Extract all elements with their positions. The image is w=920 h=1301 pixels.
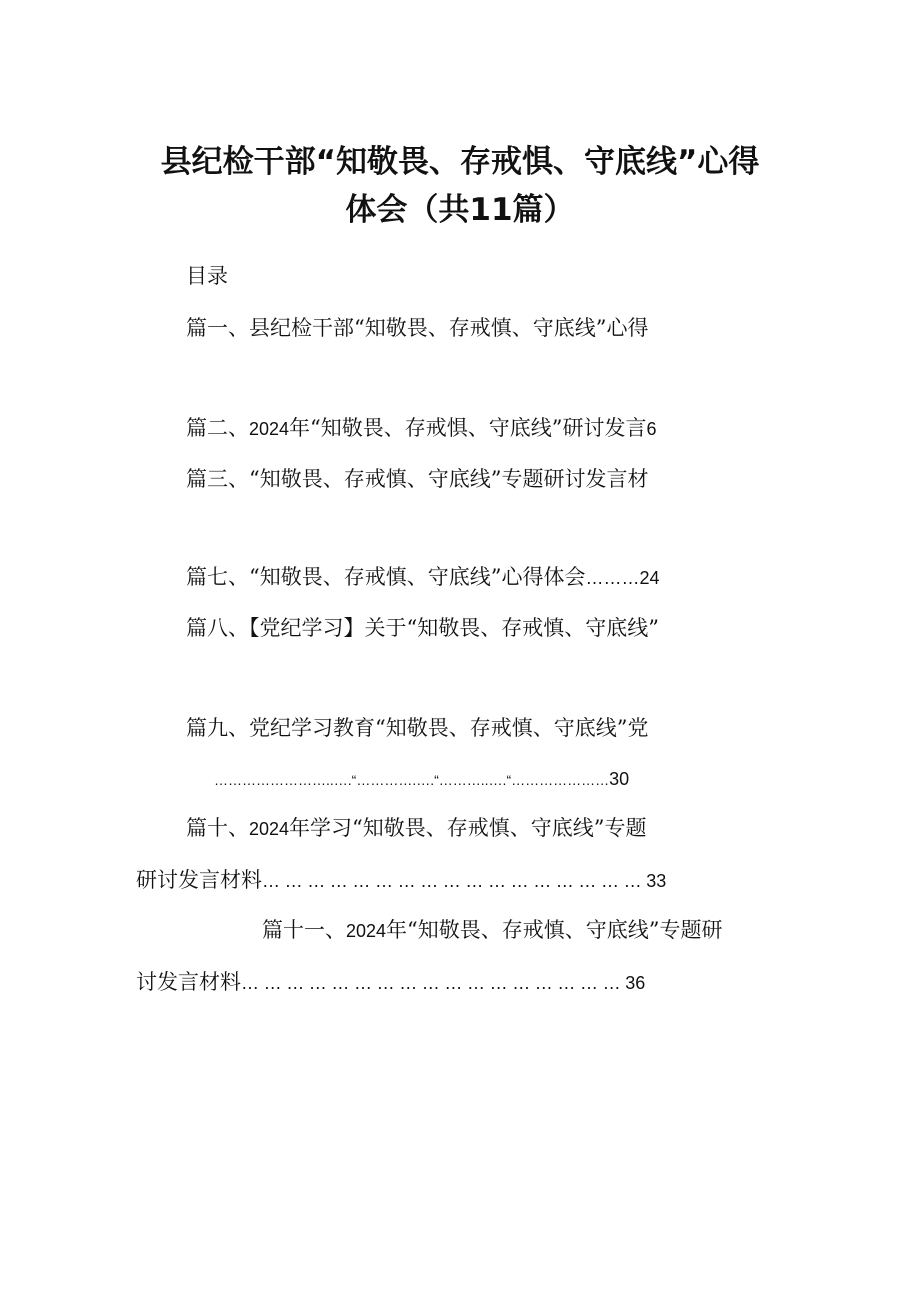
toc-entry-7-cont-text: 研讨发言材料 (136, 868, 262, 892)
toc-entry-8-prefix: 篇十一、 (262, 918, 346, 942)
toc-entry-4-page: 24 (639, 568, 660, 588)
toc-heading: 目录 (186, 264, 228, 288)
toc-entry-6-dots: ……………………..….“………….….“………..….“………………… (214, 772, 610, 788)
toc-entry-7-year: 2024 (249, 819, 290, 839)
toc-entry-4-dots: ……… (585, 568, 640, 588)
toc-entry-6: 篇九、党纪学习教育“知敬畏、存戒慎、守底线”党 (186, 716, 649, 740)
toc-entry-2-page: 6 (646, 419, 657, 439)
document-title-line-2: 体会（共11篇） (345, 192, 575, 228)
toc-entry-7-prefix: 篇十、 (186, 816, 249, 840)
toc-entry-6-page: 30 (609, 769, 630, 789)
toc-entry-1: 篇一、县纪检干部“知敬畏、存戒慎、守底线”心得 (186, 316, 649, 340)
toc-entry-8-continuation (136, 968, 645, 997)
toc-entry-7-page: 33 (646, 871, 667, 891)
toc-entry-4 (186, 563, 660, 592)
toc-entry-8-page: 36 (625, 973, 646, 993)
toc-entry-5: 篇八、【党纪学习】关于“知敬畏、存戒慎、守底线” (186, 616, 659, 640)
toc-entry-8-leader: …………………………………………… (241, 973, 626, 993)
toc-entry-7 (186, 814, 647, 843)
document-title-line-1: 县纪检干部“知敬畏、存戒惧、守底线”心得 (160, 144, 760, 180)
toc-entry-7-continuation (136, 866, 666, 895)
toc-entry-7-text: 年学习“知敬畏、存戒慎、守底线”专题 (289, 816, 647, 840)
toc-entry-7-leader: …………………………………………… (262, 871, 647, 891)
toc-entry-8-year: 2024 (346, 921, 387, 941)
toc-entry-6-leader (214, 764, 629, 794)
toc-entry-2-prefix: 篇二、 (186, 416, 249, 440)
toc-entry-2-text: 年“知敬畏、存戒惧、守底线”研讨发言 (289, 416, 647, 440)
toc-entry-8-cont-text: 讨发言材料 (136, 970, 241, 994)
toc-entry-2-year: 2024 (249, 419, 290, 439)
toc-entry-8-text: 年“知敬畏、存戒慎、守底线”专题研 (386, 918, 723, 942)
toc-entry-8 (262, 916, 723, 945)
toc-entry-3: 篇三、“知敬畏、存戒慎、守底线”专题研讨发言材 (186, 467, 649, 491)
toc-entry-4-text: 篇七、“知敬畏、存戒慎、守底线”心得体会 (186, 565, 586, 589)
toc-entry-2 (186, 414, 657, 443)
